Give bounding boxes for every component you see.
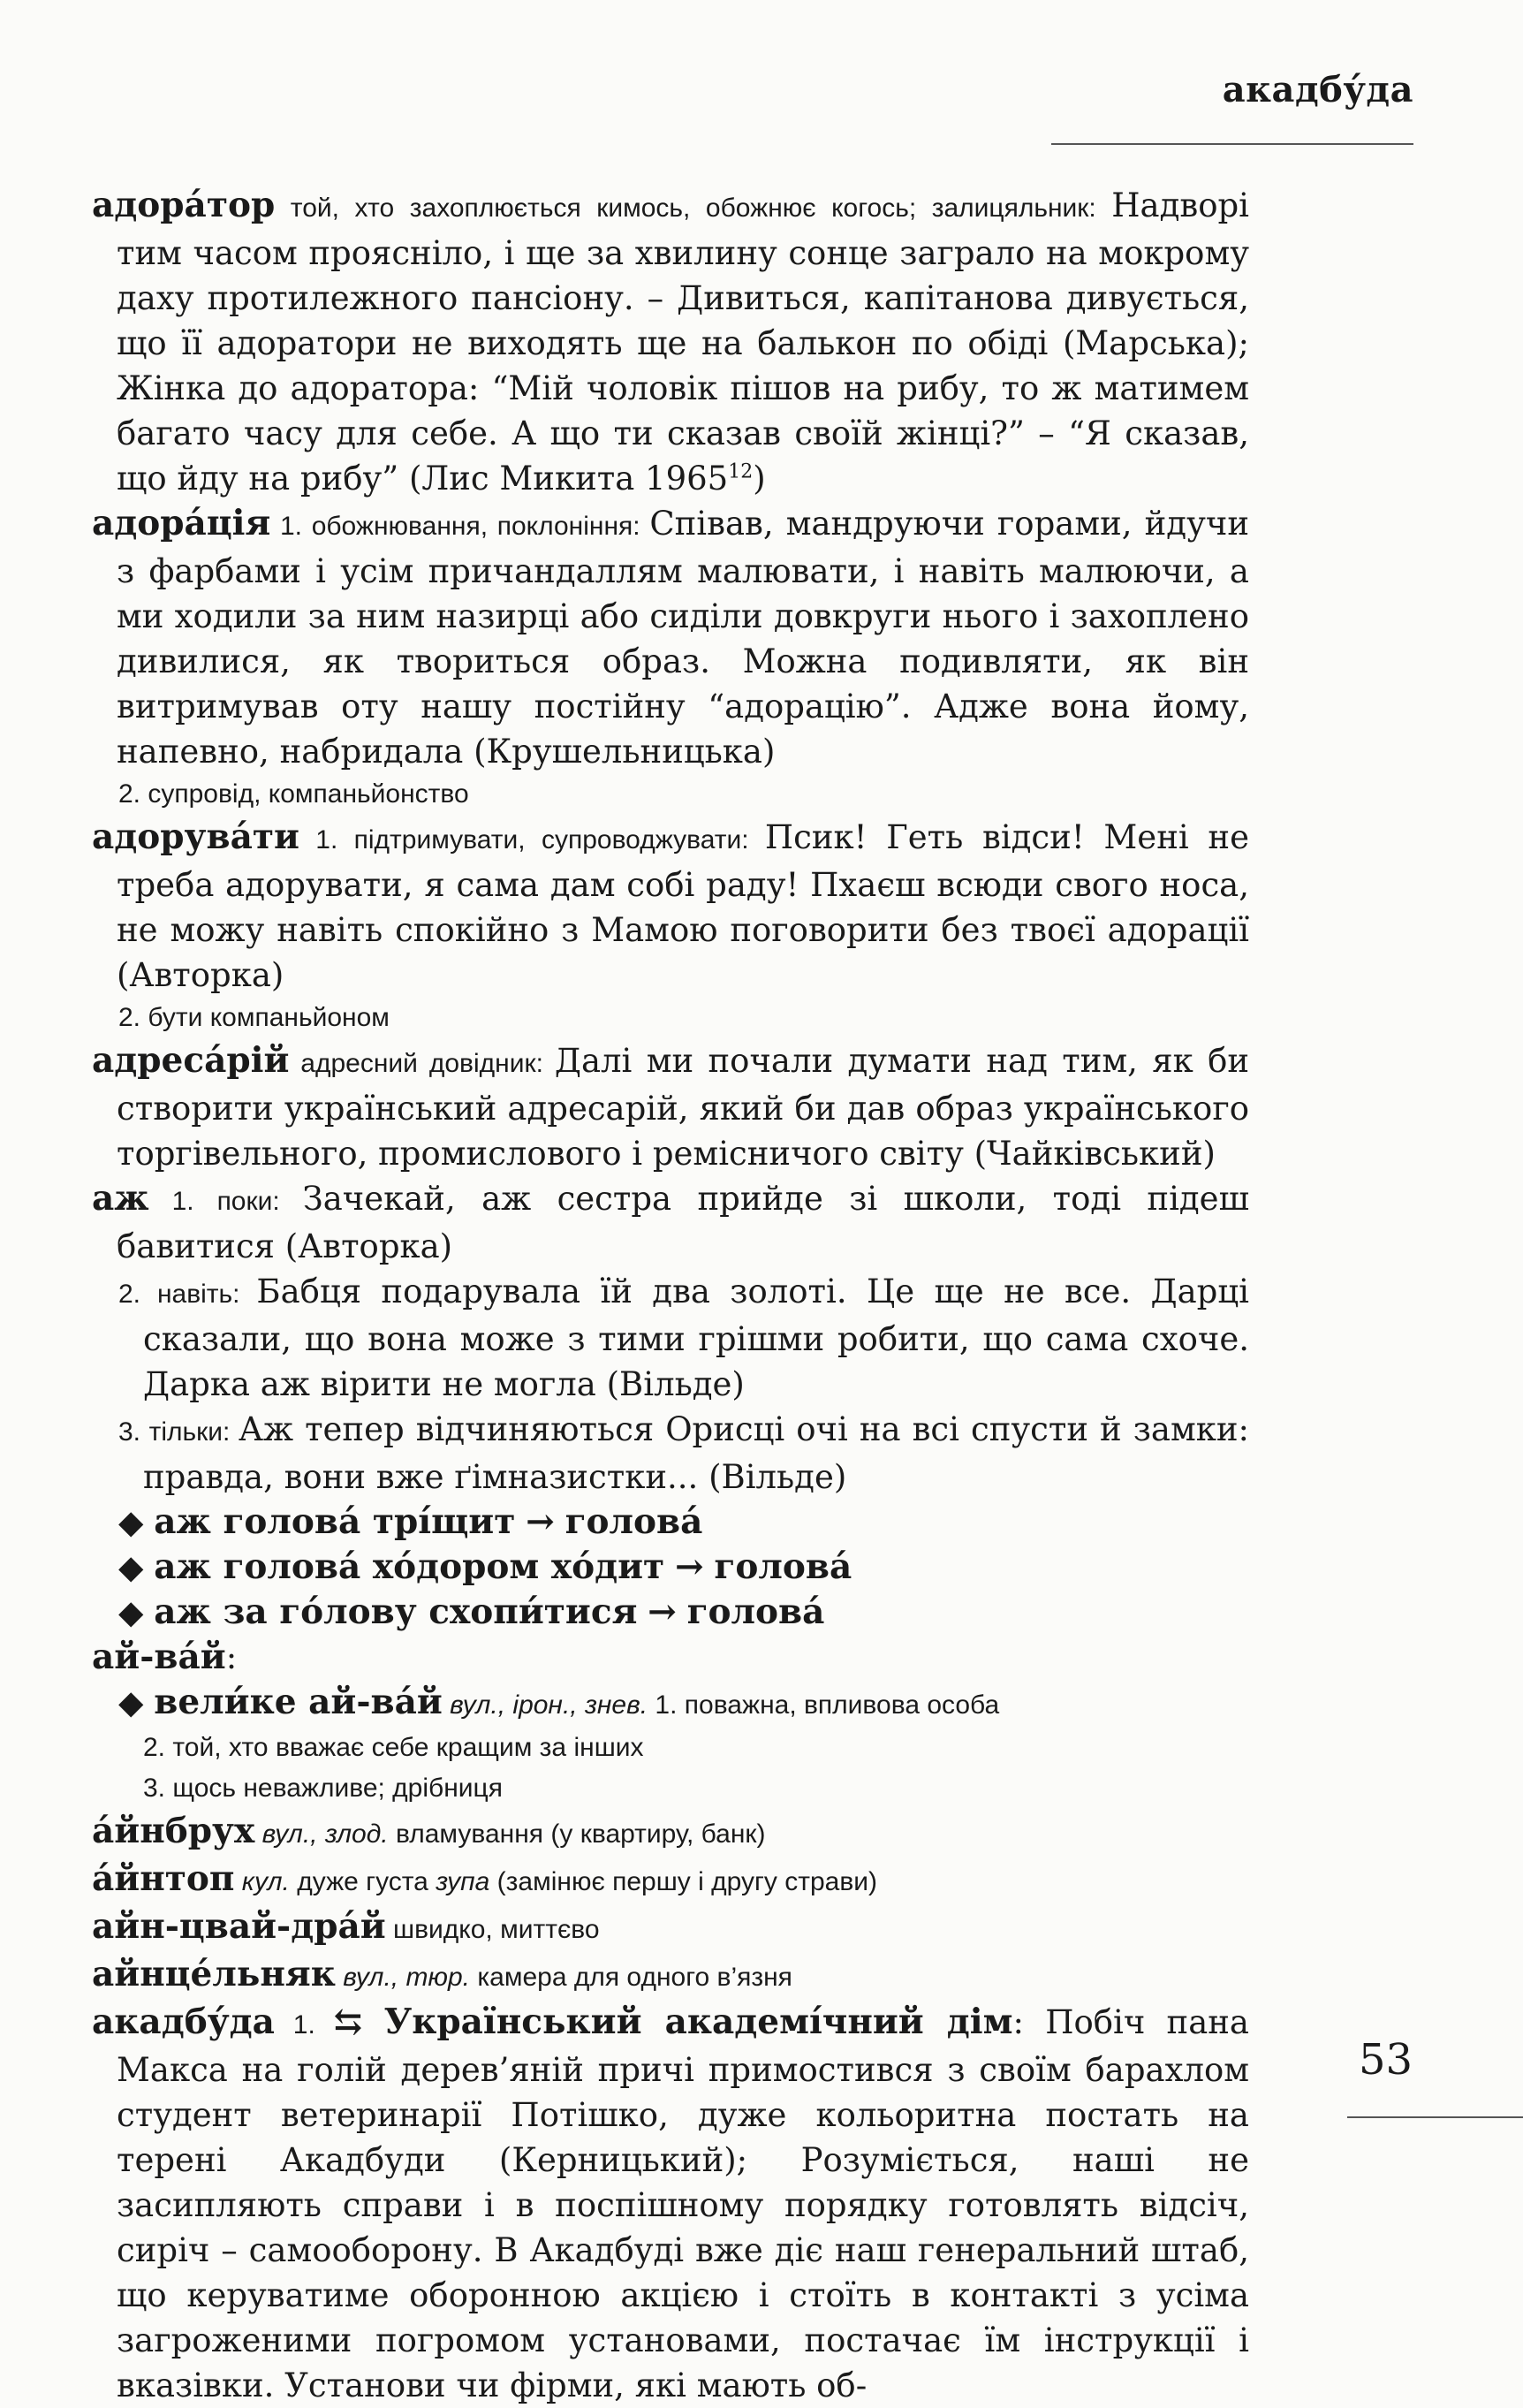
headword: адора́тор (92, 185, 276, 225)
headword: адреса́рій (92, 1040, 290, 1081)
definition: швидко, миттєво (385, 1915, 600, 1944)
entry-akadbuda (92, 2000, 1249, 2408)
sense-number: 1. (648, 1690, 685, 1720)
example: Псик! Геть відси! Мені не треба адорувати, я сама дам собі раду! Пхаєш всюди свого носа, не можу навіть спокійно з Мамою поговорити без твоєї адорації (Авторка) (117, 818, 1249, 994)
example: Надворі тим часом прояснілo, і ще за хвилину сонце заграло на мокрому даху протилежного пансіону. – Дивиться, капітанова дивується, що її адоратори не виходять ще на балькон по обіді (Марська); Жінка до адоратора: “Мій чоловік пішов на рибу, то ж матимем багато часу для себе. А що ти сказав своїй жінці?” – “Я сказав, що йду на рибу” (Лис Микита 1965 (117, 186, 1249, 498)
definition: камера для одного в’язня (470, 1963, 792, 1992)
definition: тільки: (148, 1417, 239, 1447)
entry-adoratsiia (92, 501, 1249, 774)
example: Далі ми почали думати над тим, як би створити український адресарій, який би дав образ українського торгівельного, промислового і ремісничого світу (Чайківський) (117, 1042, 1250, 1173)
cross-reference: голова́ (686, 1591, 825, 1632)
definition-tail: (замінює першу і другу страви) (489, 1867, 878, 1896)
arrow-icon: → (526, 1501, 555, 1542)
headword: акадбу́да (92, 2002, 275, 2042)
bullet-icon: ◆ (118, 1548, 144, 1586)
sense-number: 1. (148, 1187, 217, 1216)
sense-3 (92, 1407, 1249, 1500)
headword: адора́ція (92, 503, 271, 543)
usage-labels: вул., злод. (254, 1819, 389, 1849)
sense-number: 1. (299, 825, 354, 855)
entry-aintselniak (92, 1952, 1249, 2000)
sense-2 (92, 1269, 1249, 1407)
running-head: акадбу́да (1222, 69, 1413, 110)
phrase (92, 1590, 1249, 1635)
headword: айн-цвай-дра́й (92, 1906, 386, 1947)
definition: обожнювання, поклоніння: (311, 512, 650, 541)
header-rule (1051, 143, 1413, 145)
bullet-icon: ◆ (118, 1683, 144, 1721)
example: Співав, мандруючи горами, йдучи з фарбами і усім причандаллям малювати, і навіть малюючи, а ми ходили за ним назирці або сиділи довкруги нього і захоплено дивилися, як твориться образ. Можна подивляти, як він витримував оту нашу постійну “адорацію”. Адже вона йому, напевно, набридала (Крушельницька) (117, 505, 1249, 771)
phrase-text: аж голова́ хо́дором хо́дит (154, 1546, 665, 1587)
definition: дуже густа (289, 1867, 436, 1896)
bullet-icon: ◆ (118, 1503, 144, 1541)
sense-2: 2. супровід, компаньйонство (118, 779, 469, 809)
sense-number: 3. (118, 1417, 149, 1447)
sense-number: 2. (118, 1280, 157, 1309)
example: Бабця подарувала їй два золоті. Це ще не все. Дарці сказали, що вона може з тими грішми робити, що сама схоче. Дарка аж вірити не могла (Вільде) (143, 1272, 1249, 1403)
usage-labels: кул. (234, 1867, 290, 1896)
footer-rule (1347, 2116, 1523, 2118)
usage-labels: вул., тюр. (335, 1963, 471, 1992)
headword: айнце́льняк (92, 1954, 336, 1994)
example: Аж тепер відчиняються Орисці очі на всі спусти й замки: правда, вони вже ґімназистки... (Вільде) (143, 1410, 1249, 1496)
entry-ainbrukh (92, 1809, 1249, 1857)
headword: а́йнбрух (92, 1811, 255, 1851)
entry-ai-vai (92, 1635, 1249, 1680)
definition: вламування (у квартиру, банк) (388, 1819, 766, 1849)
footnote-mark: 12 (728, 460, 754, 483)
entry-adorator (92, 183, 1249, 501)
definition: поважна, впливова особа (684, 1690, 1000, 1720)
definition: адресний довідник: (289, 1049, 555, 1078)
headword: а́йнтоп (92, 1858, 235, 1899)
definition: навіть: (156, 1280, 257, 1309)
entry-aintop (92, 1857, 1249, 1904)
usage-word: зупа (436, 1867, 490, 1896)
example: Побіч пана Макса на голій дерев’яній причі примостився з своїм барахлом студент ветеринарії Потішко, дуже кольоритна постать на терені Акадбуди (Керницький); Розуміється, наші не засипляють справи і в поспішному порядку готовлять відсіч, сиріч – самооборону. В Акадбуді вже діє наш генеральний штаб, що керуватиме оборонною акцією і стоїть в контакті з усіма загроженими погромом установами, постачає їм інструкції і вказівки. Установи чи фірми, які мають об- (117, 2003, 1249, 2404)
phrase (92, 1545, 1249, 1590)
dictionary-text (92, 183, 1249, 2408)
example-tail: ) (753, 460, 766, 498)
example: Зачекай, аж сестра прийде зі школи, тоді підеш бавитися (Авторка) (117, 1180, 1249, 1265)
entry-adresarii (92, 1038, 1249, 1176)
cross-reference: голова́ (564, 1501, 703, 1542)
colon: : (1012, 2003, 1046, 2041)
phrase (92, 1680, 1249, 1728)
arrow-icon: → (674, 1546, 704, 1587)
phrase-text: аж за го́лову схопи́тися (154, 1591, 638, 1632)
phrase (92, 1500, 1249, 1545)
headword: адорува́ти (92, 817, 299, 857)
usage-labels: вул., ірон., знев. (442, 1690, 648, 1720)
definition: підтримувати, супроводжувати: (353, 825, 765, 855)
phrase-text: аж голова́ трі́щит (154, 1501, 516, 1542)
arrow-icon: → (648, 1591, 677, 1632)
headword: аж (92, 1178, 149, 1219)
sense-3: 3. щось неважливе; дрібниця (143, 1774, 503, 1803)
page-number: 53 (1359, 2035, 1413, 2085)
definition: поки: (216, 1187, 303, 1216)
entry-adoruvaty (92, 815, 1249, 998)
synonym-icon: ⇆ (333, 2002, 363, 2042)
definition: той, хто захоплюється кимось, обожнює когось; залицяльник: (275, 194, 1112, 223)
bullet-icon: ◆ (118, 1593, 144, 1631)
cross-reference: голова́ (714, 1546, 852, 1587)
entry-ain-tsvai-drai (92, 1904, 1249, 1952)
entry-azh (92, 1176, 1249, 1269)
synonym-reference: Український академі́чний дім (383, 2002, 1013, 2042)
colon: : (225, 1638, 238, 1676)
sense-number: 1. (270, 512, 312, 541)
phrase-text: вели́ке ай-ва́й (154, 1682, 443, 1722)
sense-2: 2. бути компаньйоном (118, 1003, 390, 1032)
sense-2: 2. той, хто вважає себе кращим за інших (143, 1733, 644, 1762)
headword: ай-ва́й (92, 1637, 226, 1677)
sense-number: 1. (274, 2010, 334, 2040)
